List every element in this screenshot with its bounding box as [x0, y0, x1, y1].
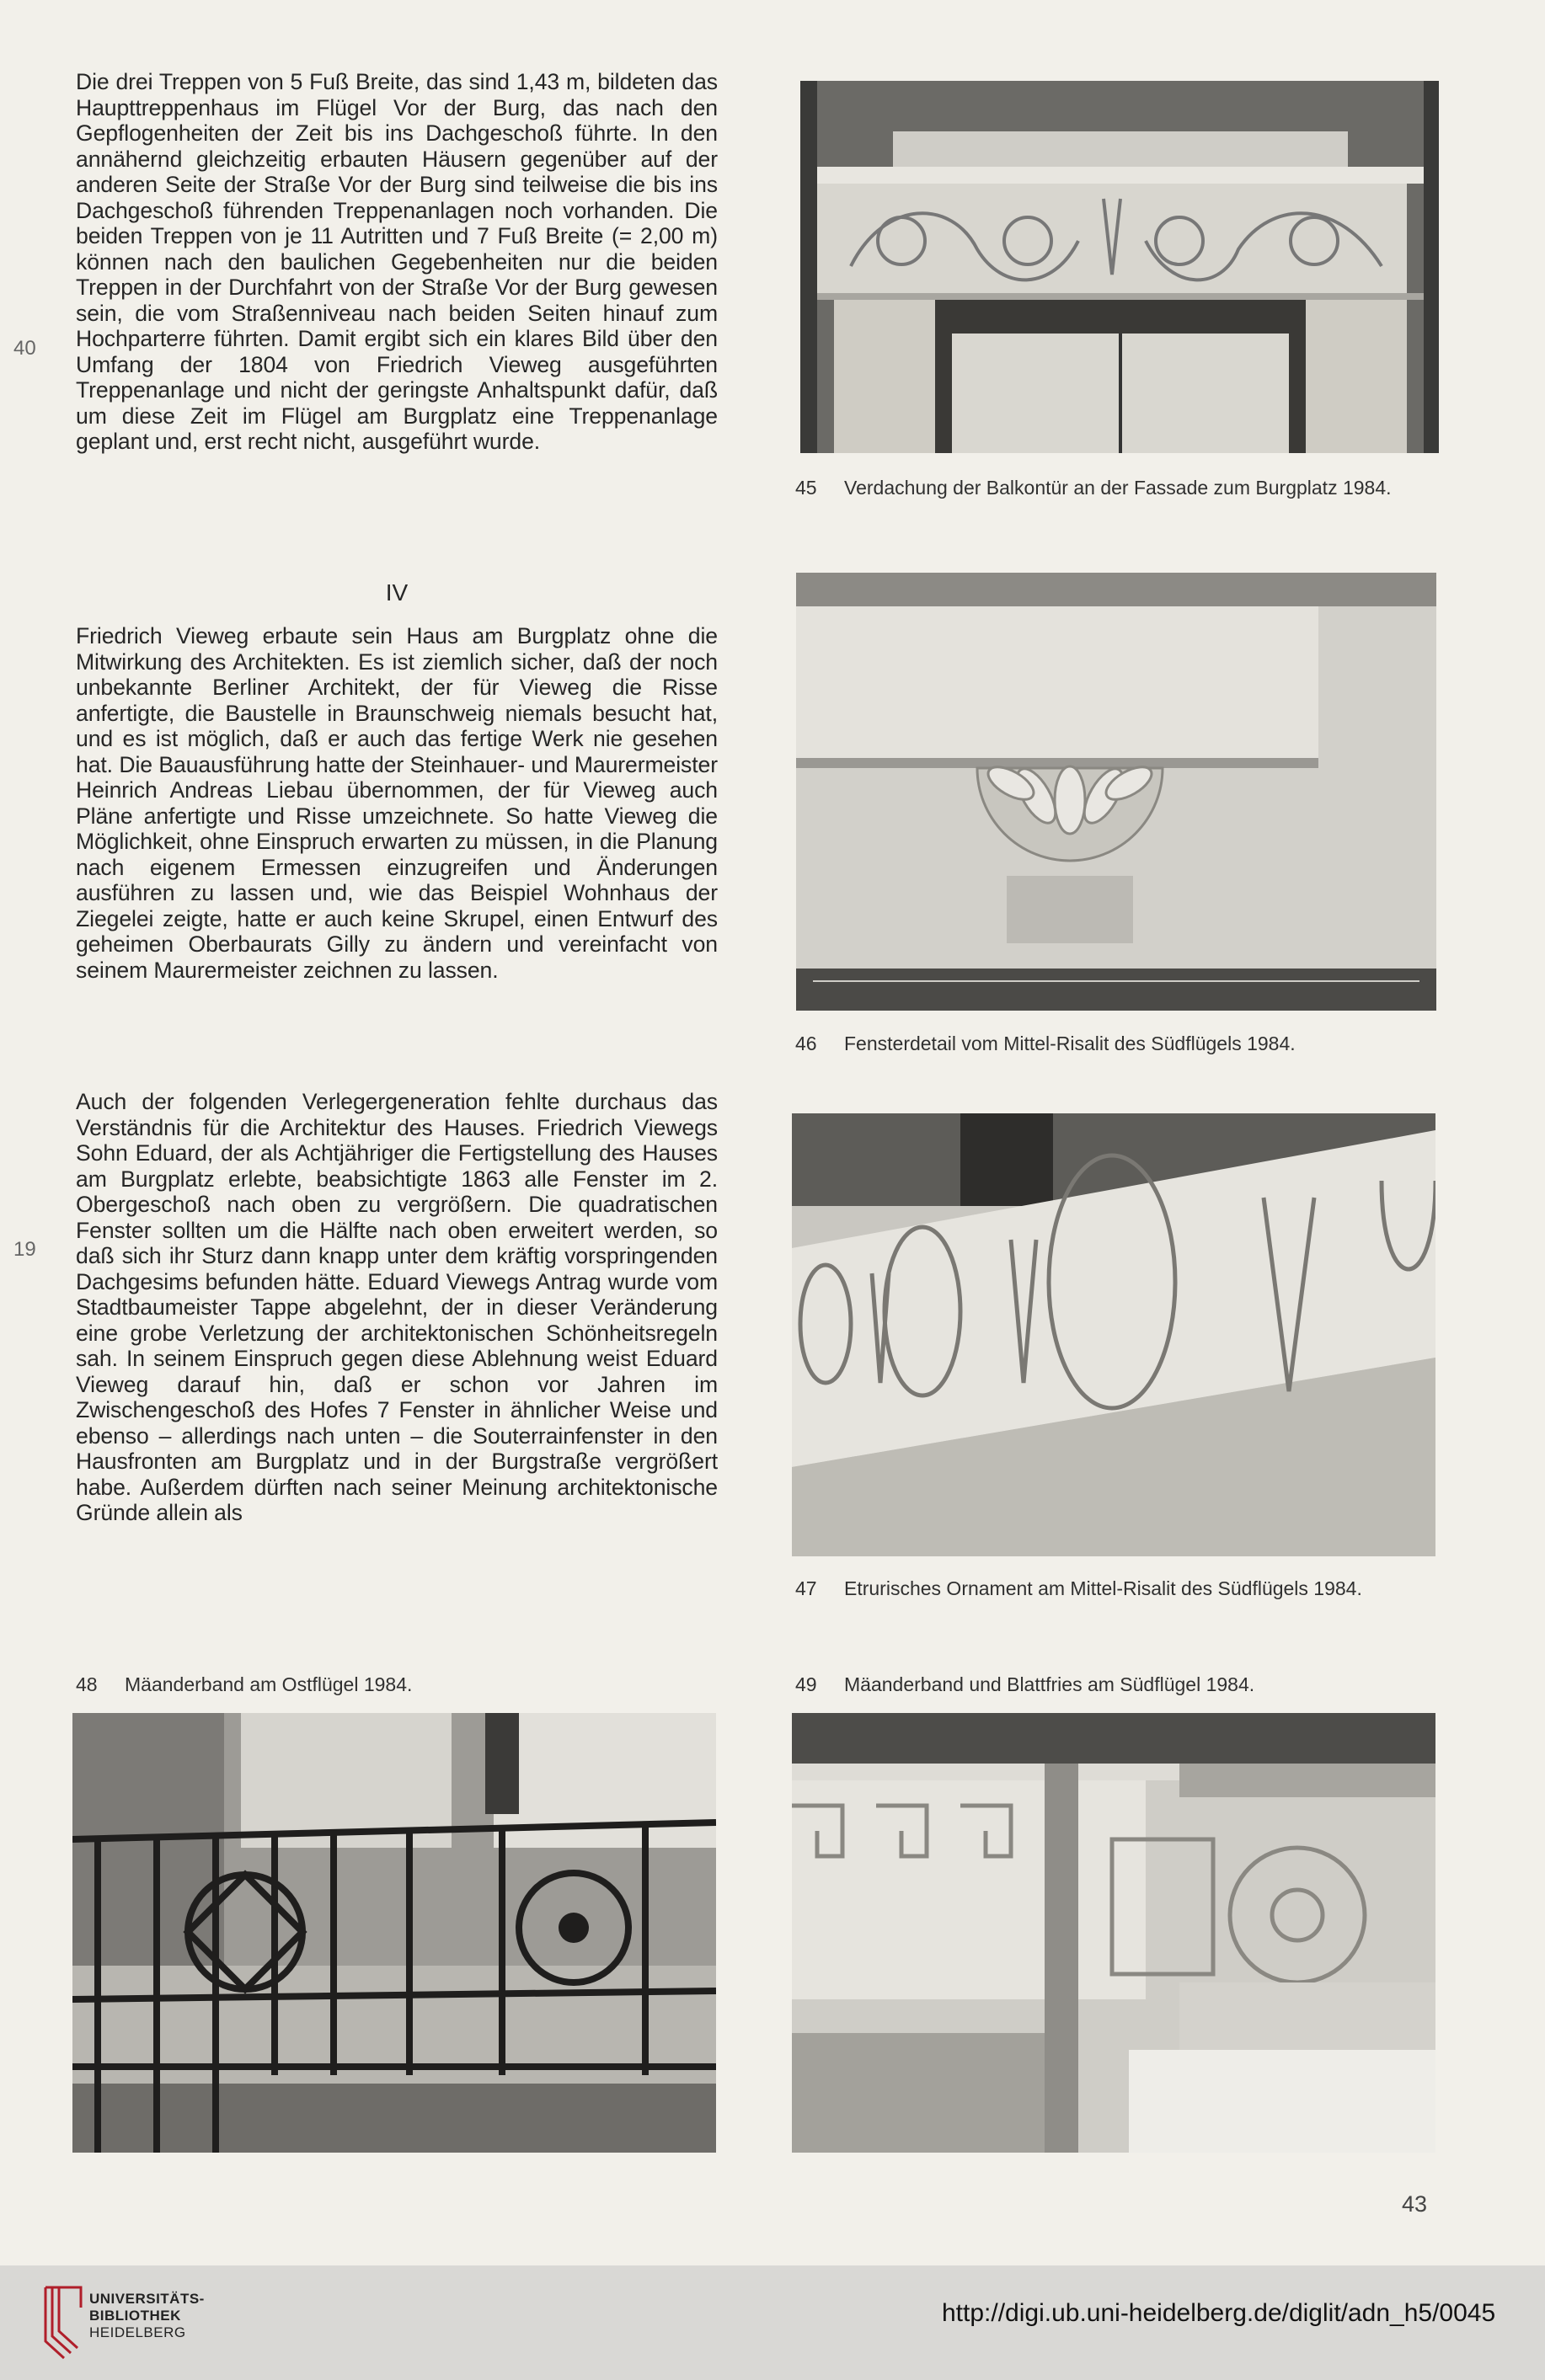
- figure-47-photo: [792, 1113, 1435, 1556]
- figure-46-caption: [795, 1033, 1435, 1054]
- body-paragraph-2: Friedrich Vieweg erbaute sein Haus am Burgplatz ohne die Mitwirkung des Architekten. Es ist ziemlich sicher, daß der noch unbekannte Berliner Architekt, der für Vieweg die Risse anfertigte, die Baustelle in Braunschweig niemals besucht hat, und es ist möglich, daß er auch das fertige Werk nie gesehen hat. Die Bauausführung hatte der Steinhauer- und Maurermeister Heinrich Andreas Liebau übernommen, der für Vieweg auch Pläne anfertigte und Risse umzeichnete. So hatte Vieweg die Möglichkeit, ohne Einspruch erwarten zu müssen, in die Planung nach eigenem Ermessen einzugreifen und Änderungen ausführen zu lassen und, wie das Beispiel Wohnhaus der Ziegelei zeigte, hatte er auch keine Skrupel, einen Entwurf des geheimen Oberbaurats Gilly zu ändern und vereinfacht von seinem Maurermeister zeichnen zu lassen.: [76, 623, 718, 983]
- caption-text: Verdachung der Balkontür an der Fassade zum Burgplatz 1984.: [844, 477, 1392, 499]
- body-paragraph-1: Die drei Treppen von 5 Fuß Breite, das sind 1,43 m, bildeten das Haupttreppenhaus im Flügel Vor der Burg, das nach den Gepflogenheiten der Zeit bis ins Dachgeschoß führte. In den annähernd gleichzeitig erbauten Häusern gegenüber auf der anderen Seite der Straße Vor der Burg sind teilweise die bis ins Dachgeschoß führenden Treppenanlagen noch vorhanden. Die beiden Treppen von je 11 Autritten und 7 Fuß Breite (= 2,00 m) können nach den baulichen Gegebenheiten nur die beiden Treppen in der Durchfahrt von der Straße Vor der Burg gewesen sein, die vom Straßenniveau nach beiden Seiten hinauf zum Hochparterre führten. Damit ergibt sich ein klares Bild über den Umfang der 1804 von Friedrich Vieweg ausgeführten Treppenanlage und nicht der geringste Anhaltspunkt dafür, daß um diese Zeit im Flügel am Burgplatz eine Treppenanlage geplant und, erst recht nicht, ausgeführt wurde.: [76, 69, 718, 454]
- library-name-line: BIBLIOTHEK: [89, 2308, 181, 2324]
- caption-text: Etrurisches Ornament am Mittel-Risalit des Südflügels 1984.: [844, 1577, 1362, 1599]
- caption-text: Mäanderband und Blattfries am Südflügel 1984.: [844, 1673, 1255, 1695]
- library-footer: [0, 2265, 1545, 2380]
- figure-number: 47: [795, 1577, 817, 1599]
- library-name-line: UNIVERSITÄTS-: [89, 2291, 205, 2307]
- margin-number: 19: [13, 1238, 36, 1261]
- figure-49-caption: [795, 1673, 1435, 1695]
- figure-47-caption: [795, 1577, 1452, 1599]
- ub-heidelberg-logo-icon: [39, 2282, 88, 2363]
- figure-number: 49: [795, 1673, 817, 1695]
- caption-text: Mäanderband am Ostflügel 1984.: [125, 1673, 413, 1695]
- section-heading: IV: [385, 579, 409, 606]
- figure-number: 46: [795, 1033, 817, 1054]
- figure-number: 45: [795, 477, 817, 499]
- margin-number: 40: [13, 337, 36, 360]
- figure-45-photo: [800, 81, 1439, 453]
- library-name: [89, 2291, 205, 2341]
- figure-45-caption: [795, 477, 1435, 499]
- library-name-line: HEIDELBERG: [89, 2324, 186, 2340]
- figure-48-photo: [72, 1713, 716, 2153]
- figure-number: 48: [76, 1673, 98, 1695]
- caption-text: Fensterdetail vom Mittel-Risalit des Südflügels 1984.: [844, 1033, 1296, 1054]
- figure-46-photo: [796, 573, 1436, 1011]
- figure-49-photo: [792, 1713, 1435, 2153]
- page-number: 43: [1402, 2191, 1428, 2217]
- body-paragraph-3: Auch der folgenden Verlegergeneration fehlte durchaus das Verständnis für die Architektur des Hauses. Friedrich Viewegs Sohn Eduard, der als Achtjähriger die Fertigstellung des Hauses am Burgplatz erlebte, beabsichtigte 1863 alle Fenster im 2. Obergeschoß nach oben zu vergrößern. Die quadratischen Fenster sollten um die Hälfte nach oben erweitert werden, so daß sich ihr Sturz dann knapp unter dem kräftig vorspringenden Dachgesims befunden hätte. Eduard Viewegs Antrag wurde vom Stadtbaumeister Tappe abgelehnt, der in dieser Veränderung eine grobe Verletzung der architektonischen Schönheitsregeln sah. In seinem Einspruch gegen diese Ablehnung weist Eduard Vieweg darauf hin, daß er schon vor Jahren im Zwischengeschoß des Hofes 7 Fenster in ähnlicher Weise und ebenso – allerdings nach unten – die Souterrainfenster in den Hausfronten am Burgplatz und in der Burgstraße vergrößert habe. Außerdem dürften nach seiner Meinung architektonische Gründe allein als: [76, 1089, 718, 1525]
- figure-48-caption: [76, 1673, 716, 1695]
- source-url-link[interactable]: http://digi.ub.uni-heidelberg.de/diglit/adn_h5/0045: [942, 2299, 1496, 2327]
